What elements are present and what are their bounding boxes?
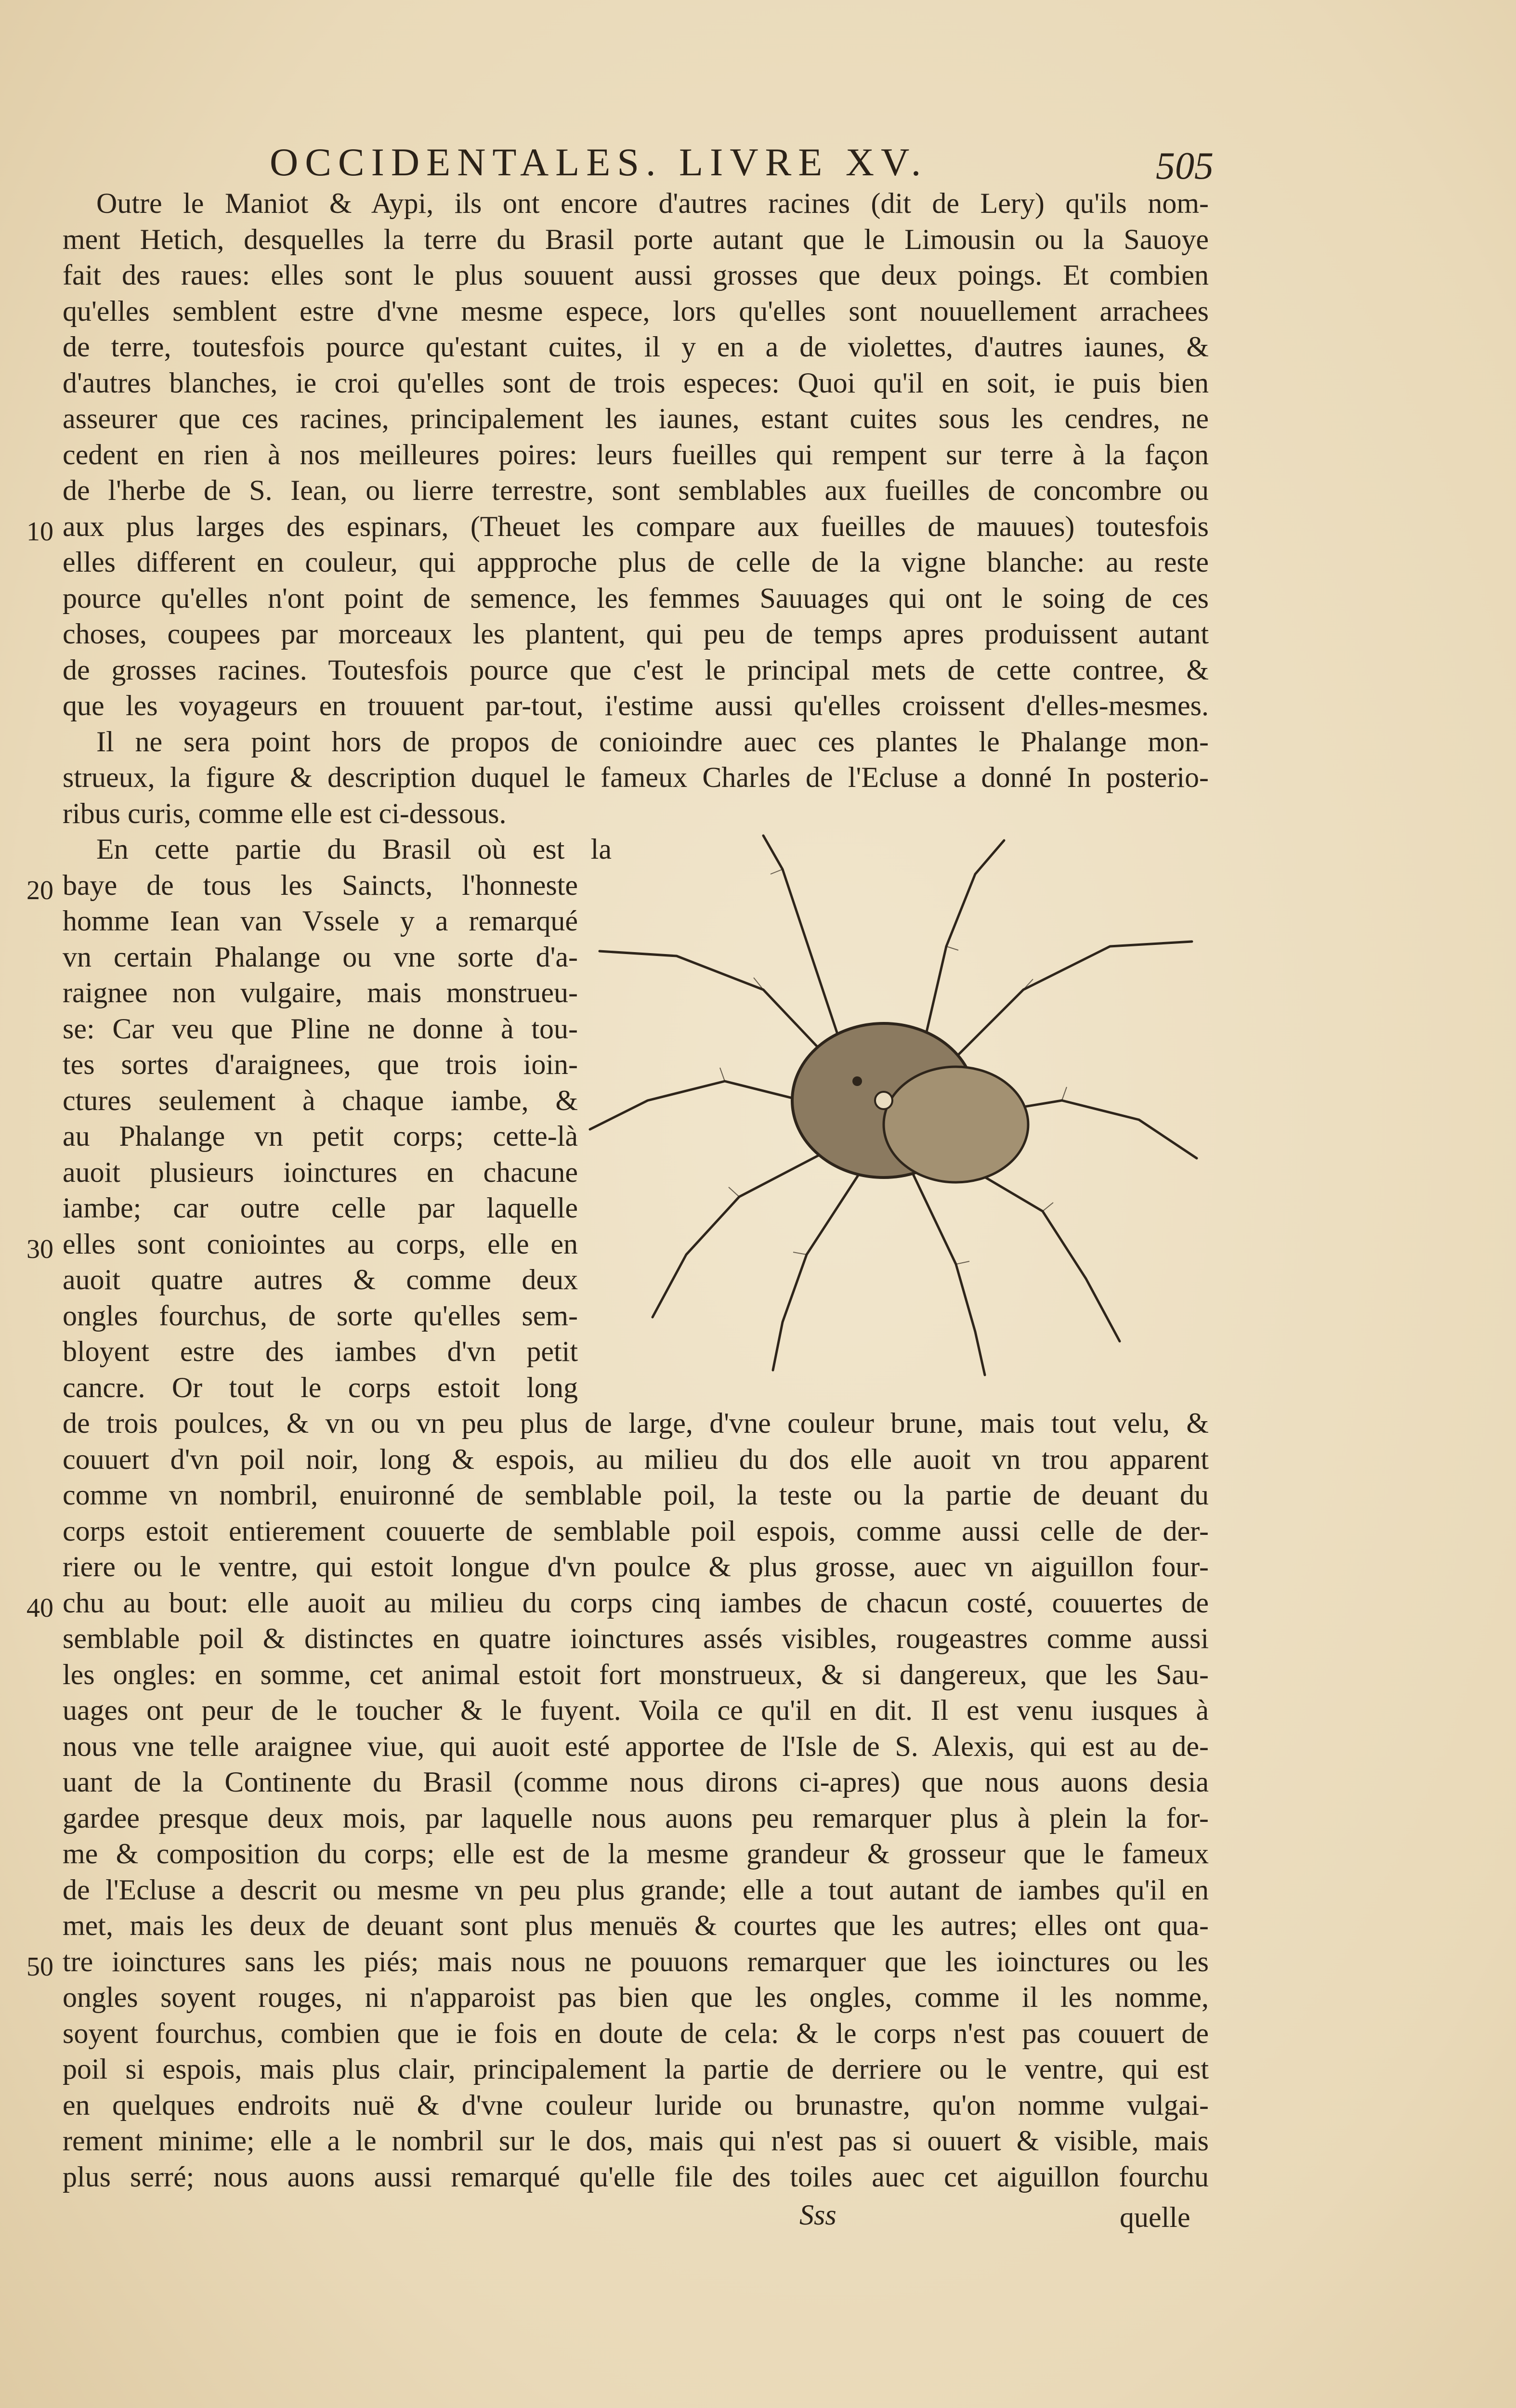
- text-line: gardee presque deux mois, par laquelle nous auons peu remarquer plus à plein la for-: [63, 1802, 1209, 1834]
- text-line: couuert d'vn poil noir, long & espois, au milieu du dos elle auoit vn trou apparent: [63, 1443, 1209, 1475]
- text-line: au Phalange vn petit corps; cette-là: [63, 1120, 578, 1152]
- text-line: ongles fourchus, de sorte qu'elles sem-: [63, 1299, 578, 1332]
- text-line: baye de tous les Saincts, l'honneste: [63, 869, 578, 901]
- line-number-10: 10: [26, 517, 53, 547]
- text-line: uant de la Continente du Brasil (comme nous dirons ci-apres) que nous auons desia: [63, 1766, 1209, 1798]
- text-line: qu'elles semblent estre d'vne mesme espece, lors qu'elles sont nouuellement arrachees: [63, 295, 1209, 327]
- spider-illustration: [580, 831, 1206, 1385]
- text-line: fait des raues: elles sont le plus souuent aussi grosses que deux poings. Et combien: [63, 259, 1209, 291]
- running-header: OCCIDENTALES. LIVRE XV.: [270, 140, 928, 184]
- text-line: pource qu'elles n'ont point de semence, les femmes Sauuages qui ont le soing de ces: [63, 582, 1209, 614]
- text-line: nous vne telle araignee viue, qui auoit esté apportee de l'Isle de S. Alexis, qui est au de-: [63, 1730, 1209, 1762]
- text-line: poil si espois, mais plus clair, principalement la partie de derriere ou le ventre, qui est: [63, 2053, 1209, 2085]
- text-line: ribus curis, comme elle est ci-dessous.: [63, 797, 507, 829]
- line-number-50: 50: [26, 1952, 53, 1982]
- signature-mark: Sss: [799, 2199, 836, 2231]
- text-line: strueux, la figure & description duquel le fameux Charles de l'Ecluse a donné In posterio-: [63, 761, 1209, 793]
- text-line: d'autres blanches, ie croi qu'elles sont de trois especes: Quoi qu'il en soit, ie puis bien: [63, 366, 1209, 399]
- text-line: de terre, toutesfois pource qu'estant cuites, il y en a de violettes, d'autres iaunes, &: [63, 331, 1209, 363]
- text-line: choses, coupees par morceaux les plantent, qui peu de temps apres produissent autant: [63, 618, 1209, 650]
- text-line: en quelques endroits nuë & d'vne couleur luride ou brunastre, qu'on nomme vulgai-: [63, 2089, 1209, 2121]
- text-line: chu au bout: elle auoit au milieu du corps cinq iambes de chacun costé, couuertes de: [63, 1586, 1209, 1619]
- text-line: ment Hetich, desquelles la terre du Brasil porte autant que le Limousin ou la Sauoye: [63, 223, 1209, 255]
- text-line: tes sortes d'araignees, que trois ioin-: [63, 1048, 578, 1080]
- text-line: elles sont coniointes au corps, elle en: [63, 1228, 578, 1260]
- text-line: aux plus larges des espinars, (Theuet les compare aux fueilles de mauues) toutesfois: [63, 510, 1209, 542]
- text-line: cancre. Or tout le corps estoit long: [63, 1371, 578, 1403]
- text-line: asseurer que ces racines, principalement les iaunes, estant cuites sous les cendres, ne: [63, 403, 1209, 434]
- text-line: homme Iean van Vssele y a remarqué: [63, 905, 578, 937]
- page-number: 505: [1156, 145, 1214, 187]
- text-line: tre ioinctures sans les piés; mais nous ne pouuons remarquer que les ioinctures ou les: [63, 1945, 1209, 1977]
- text-line: En cette partie du Brasil où est la: [96, 833, 612, 865]
- text-line: de l'Ecluse a descrit ou mesme vn peu plus grande; elle a tout autant de iambes qu'il en: [63, 1873, 1209, 1906]
- text-line: soyent fourchus, combien que ie fois en doute de cela: & le corps n'est pas couuert de: [63, 2017, 1209, 2049]
- text-line: les ongles: en somme, cet animal estoit fort monstrueux, & si dangereux, que les Sau-: [63, 1658, 1209, 1690]
- text-line: uages ont peur de le toucher & le fuyent. Voila ce qu'il en dit. Il est venu iusques à: [63, 1694, 1209, 1726]
- text-line: me & composition du corps; elle est de la mesme grandeur & grosseur que le fameux: [63, 1838, 1209, 1870]
- text-line: auoit plusieurs ioinctures en chacune: [63, 1156, 578, 1188]
- text-line: que les voyageurs en trouuent par-tout, i'estime aussi qu'elles croissent d'elles-mesmes.: [63, 690, 1209, 721]
- text-line: ctures seulement à chaque iambe, &: [63, 1084, 578, 1116]
- text-line: Outre le Maniot & Aypi, ils ont encore d'autres racines (dit de Lery) qu'ils nom-: [96, 187, 1209, 219]
- text-line: iambe; car outre celle par laquelle: [63, 1192, 578, 1224]
- text-line: vn certain Phalange ou vne sorte d'a-: [63, 941, 578, 973]
- text-line: se: Car veu que Pline ne donne à tou-: [63, 1012, 578, 1045]
- text-line: semblable poil & distinctes en quatre ioinctures assés visibles, rougeastres comme aussi: [63, 1623, 1209, 1654]
- text-line: raignee non vulgaire, mais monstrueu-: [63, 977, 578, 1008]
- text-line: rement minime; elle a le nombril sur le dos, mais qui n'est pas si ouuert & visible, mais: [63, 2125, 1209, 2157]
- line-number-30: 30: [26, 1234, 53, 1264]
- text-line: elles different en couleur, qui appproche plus de celle de la vigne blanche: au reste: [63, 546, 1209, 578]
- text-line: corps estoit entierement couuerte de semblable poil espois, comme aussi celle de der-: [63, 1515, 1209, 1547]
- line-number-40: 40: [26, 1593, 53, 1623]
- text-line: met, mais les deux de deuant sont plus menuës & courtes que les autres; elles ont qua-: [63, 1910, 1209, 1941]
- line-number-20: 20: [26, 876, 53, 905]
- text-line: cedent en rien à nos meilleures poires: leurs fueilles qui rempent sur terre à la façon: [63, 438, 1209, 471]
- text-line: Il ne sera point hors de propos de conioindre auec ces plantes le Phalange mon-: [96, 725, 1209, 758]
- catchword: quelle: [1120, 2201, 1190, 2233]
- text-line: ongles soyent rouges, ni n'apparoist pas bien que les ongles, comme il les nomme,: [63, 1981, 1209, 2013]
- text-line: auoit quatre autres & comme deux: [63, 1264, 578, 1296]
- text-line: de l'herbe de S. Iean, ou lierre terrestre, sont semblables aux fueilles de concombre ou: [63, 474, 1209, 506]
- text-line: comme vn nombril, enuironné de semblable poil, la teste ou la partie de deuant du: [63, 1479, 1209, 1511]
- text-line: bloyent estre des iambes d'vn petit: [63, 1335, 578, 1367]
- text-line: de trois poulces, & vn ou vn peu plus de large, d'vne couleur brune, mais tout velu, &: [63, 1407, 1209, 1439]
- text-line: riere ou le ventre, qui estoit longue d'vn poulce & plus grosse, auec vn aiguillon four-: [63, 1551, 1209, 1583]
- text-line: de grosses racines. Toutesfois pource que c'est le principal mets de cette contree, &: [63, 654, 1209, 686]
- text-line: plus serré; nous auons aussi remarqué qu'elle file des toiles auec cet aiguillon fourchu: [63, 2160, 1209, 2193]
